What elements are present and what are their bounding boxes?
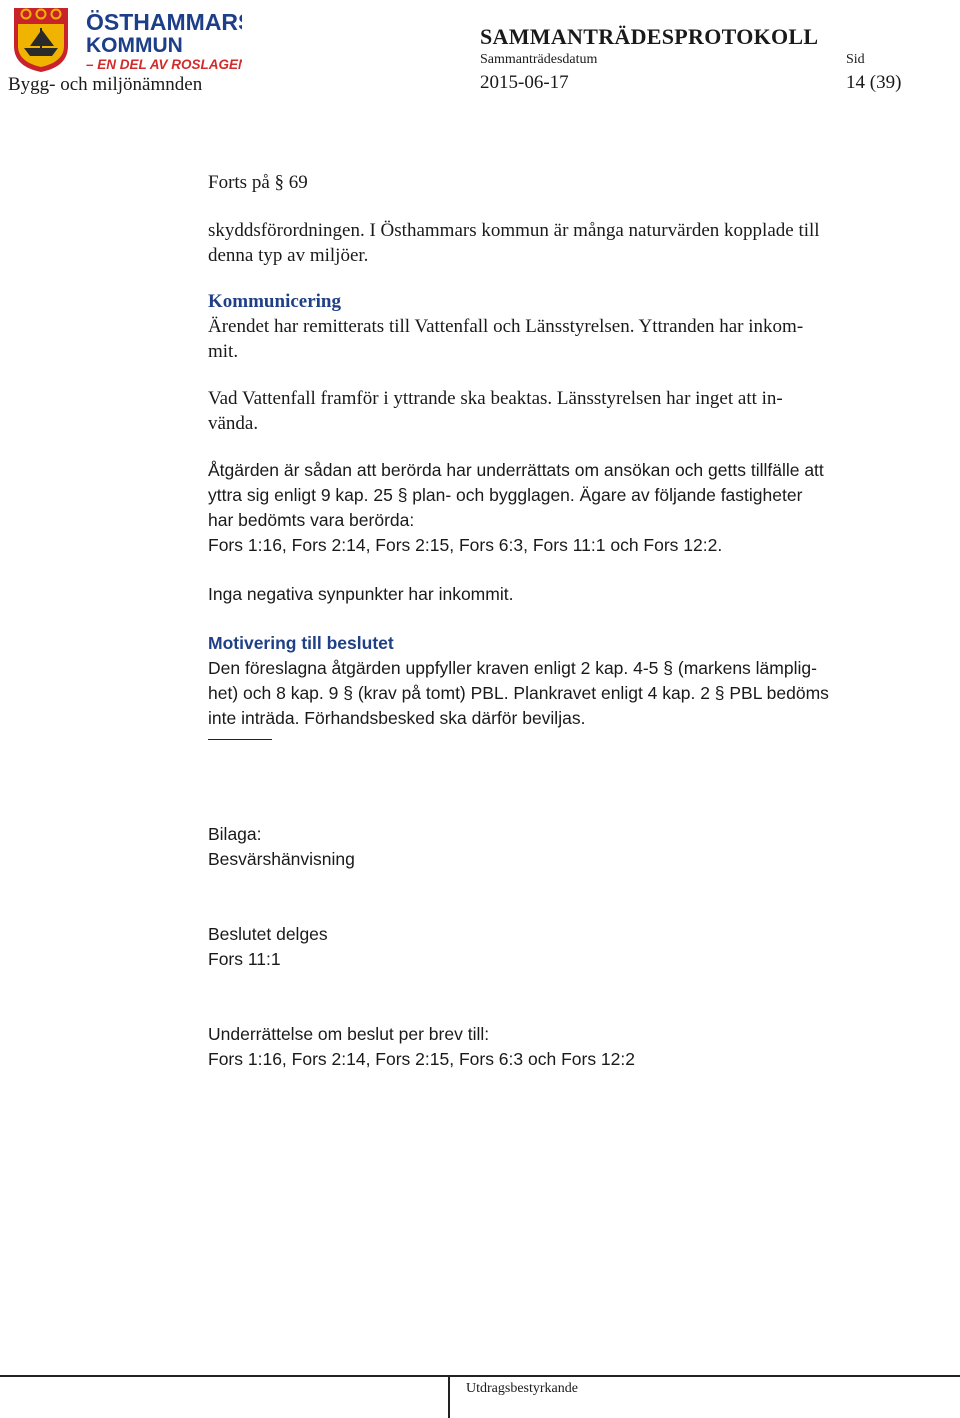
para2-line2: vända. bbox=[208, 413, 259, 434]
footer-rule bbox=[0, 1375, 960, 1377]
para4: Inga negativa synpunkter har inkommit. bbox=[208, 584, 514, 604]
communication-line2: mit. bbox=[208, 341, 239, 362]
para1-line1: skyddsförordningen. I Östhammars kommun är många naturvärden kopplade till bbox=[208, 220, 820, 241]
attachment-label: Bilaga: bbox=[208, 824, 262, 844]
motivation-line2: het) och 8 kap. 9 § (krav på tomt) PBL. Plankravet enligt 4 kap. 2 § PBL bedöms bbox=[208, 683, 829, 703]
motivation-line1: Den föreslagna åtgärden uppfyller kraven enligt 2 kap. 4-5 § (markens lämplig- bbox=[208, 658, 817, 678]
para1-line2: denna typ av miljöer. bbox=[208, 245, 369, 266]
coat-of-arms-icon bbox=[12, 6, 242, 72]
para3-line4: Fors 1:16, Fors 2:14, Fors 2:15, Fors 6:3, Fors 11:1 och Fors 12:2. bbox=[208, 535, 723, 555]
notice-value: Fors 1:16, Fors 2:14, Fors 2:15, Fors 6:3 och Fors 12:2 bbox=[208, 1049, 635, 1069]
para2-line1: Vad Vattenfall framför i yttrande ska beaktas. Länsstyrelsen har inget att in- bbox=[208, 388, 783, 409]
communication-heading: Kommunicering bbox=[208, 291, 341, 312]
certification-label: Utdragsbestyrkande bbox=[466, 1381, 578, 1396]
section-rule bbox=[208, 739, 272, 740]
page-number: 14 (39) bbox=[846, 72, 902, 93]
continued-note: Forts på § 69 bbox=[208, 172, 308, 193]
motivation-heading: Motivering till beslutet bbox=[208, 633, 394, 653]
notice-label: Underrättelse om beslut per brev till: bbox=[208, 1024, 490, 1044]
date-label: Sammanträdesdatum bbox=[480, 52, 598, 67]
delivered-value: Fors 11:1 bbox=[208, 949, 281, 969]
motivation-line3: inte inträda. Förhandsbesked ska därför beviljas. bbox=[208, 708, 586, 728]
attachment-value: Besvärshänvisning bbox=[208, 849, 355, 869]
communication-line1: Ärendet har remitterats till Vattenfall och Länsstyrelsen. Yttranden har inkom- bbox=[208, 316, 804, 337]
department-name: Bygg- och miljönämnden bbox=[8, 74, 203, 95]
logo-line2: KOMMUN bbox=[86, 34, 183, 57]
logo-tagline: – EN DEL AV ROSLAGEN bbox=[86, 57, 242, 72]
footer-divider bbox=[448, 1376, 450, 1418]
meeting-date: 2015-06-17 bbox=[480, 72, 569, 93]
para3-line3: har bedömts vara berörda: bbox=[208, 510, 415, 530]
protocol-body bbox=[208, 170, 908, 1072]
para3-line1: Åtgärden är sådan att berörda har underrättats om ansökan och getts tillfälle att bbox=[208, 460, 824, 480]
para3-line2: yttra sig enligt 9 kap. 25 § plan- och bygglagen. Ägare av följande fastigheter bbox=[208, 485, 803, 505]
municipality-logo bbox=[12, 6, 242, 72]
protocol-title: SAMMANTRÄDESPROTOKOLL bbox=[480, 24, 819, 49]
logo-line1: ÖSTHAMMARS bbox=[86, 9, 242, 35]
page-label: Sid bbox=[846, 52, 865, 67]
delivered-label: Beslutet delges bbox=[208, 924, 328, 944]
